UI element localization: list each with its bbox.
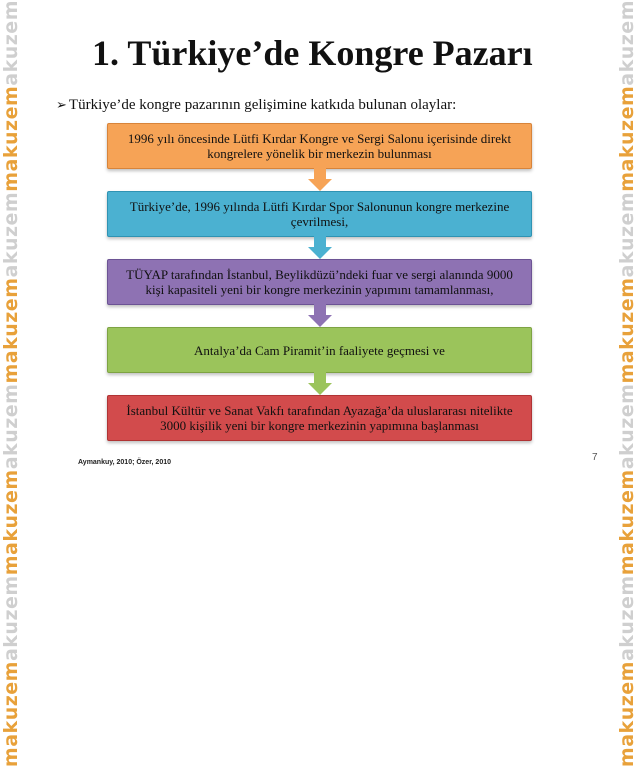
source-citation: Aymankuy, 2010; Özer, 2010	[78, 459, 171, 466]
bullet-arrow-icon: ➢	[56, 98, 67, 113]
step-box-2: Türkiye’de, 1996 yılında Lütfi Kırdar Spor Salonunun kongre merkezine çevrilmesi,	[107, 191, 532, 237]
step-box-3: TÜYAP tarafından İstanbul, Beylikdüzü’ndeki fuar ve sergi alanında 9000 kişi kapasiteli yeni bir kongre merkezinin yapımını tamamlanması,	[107, 259, 532, 305]
step-box-4: Antalya’da Cam Piramit’in faaliyete geçmesi ve	[107, 327, 532, 373]
down-arrow-icon	[307, 236, 333, 260]
down-arrow-icon	[307, 168, 333, 192]
down-arrow-icon	[307, 304, 333, 328]
slide-subtitle	[56, 97, 456, 114]
watermark-left-text: makuzemakuzemmakuzemakuzemmakuzemakuzemmakuzemakuzem	[0, 0, 22, 767]
watermark-left	[0, 0, 22, 767]
down-arrow-icon	[307, 372, 333, 396]
page-number: 7	[592, 452, 598, 463]
step-box-1: 1996 yılı öncesinde Lütfi Kırdar Kongre ve Sergi Salonu içerisinde direkt kongrelere yönelik bir merkezin bulunması	[107, 123, 532, 169]
step-box-5: İstanbul Kültür ve Sanat Vakfı tarafından Ayazağa’da uluslararası nitelikte 3000 kişilik yeni bir kongre merkezinin yapımına başlanması	[107, 395, 532, 441]
subtitle-text: Türkiye’de kongre pazarının gelişimine katkıda bulunan olaylar:	[68, 97, 457, 113]
watermark-right-text: makuzemakuzemmakuzemakuzemmakuzemakuzemmakuzemakuzem	[616, 0, 638, 767]
slide-title: 1. Türkiye’de Kongre Pazarı	[92, 33, 533, 73]
watermark-right	[616, 0, 638, 767]
